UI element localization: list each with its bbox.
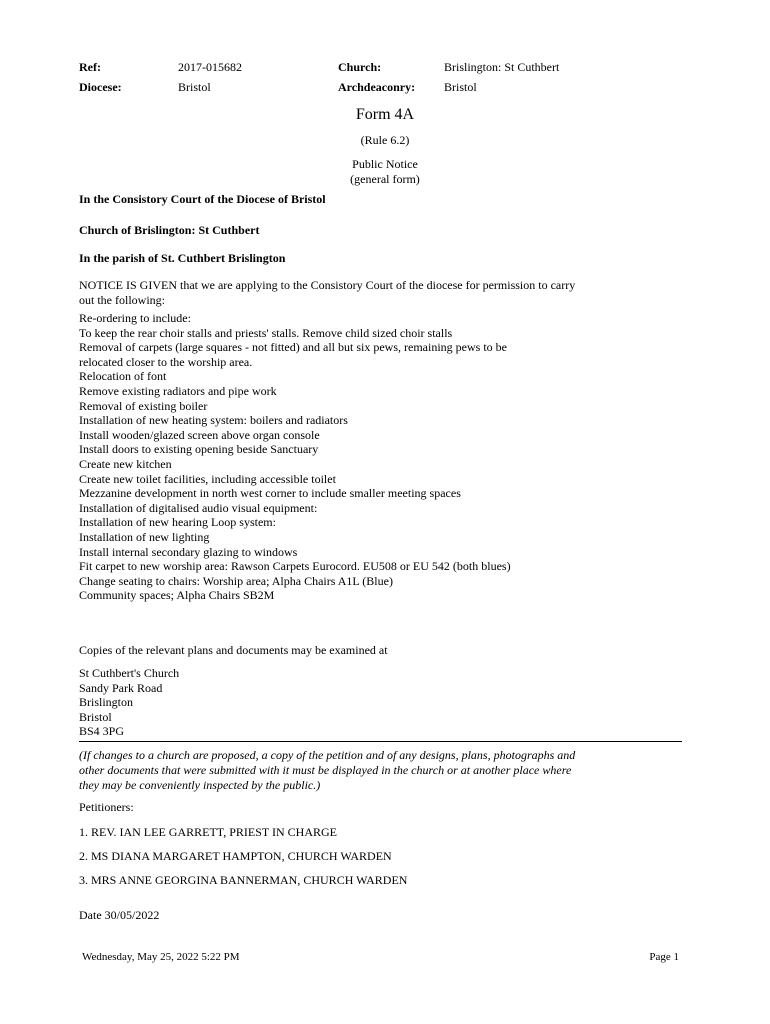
works-item: Re-ordering to include: xyxy=(79,311,191,325)
address-line: St Cuthbert's Church xyxy=(79,666,180,680)
address-line: Sandy Park Road xyxy=(79,680,163,695)
date-text: Date 30/05/2022 xyxy=(79,908,160,922)
works-item: Install internal secondary glazing to windows xyxy=(79,544,298,559)
display-note-line: they may be conveniently inspected by the public.) xyxy=(79,778,321,792)
works-item: Installation of new heating system: boilers and radiators xyxy=(79,413,348,428)
works-item: Install wooden/glazed screen above organ console xyxy=(79,427,320,442)
church-value: Brislington: St Cuthbert xyxy=(444,60,560,74)
ref-value: 2017-015682 xyxy=(178,60,242,74)
diocese-value: Bristol xyxy=(178,80,211,94)
works-item: Fit carpet to new worship area: Rawson Carpets Eurocord. EU508 or EU 542 (both blues) xyxy=(79,559,511,574)
display-note-line: (If changes to a church are proposed, a copy of the petition and of any designs, plans, photographs and xyxy=(79,748,576,762)
works-item: Removal of existing boiler xyxy=(79,398,208,413)
diocese-label: Diocese: xyxy=(79,80,122,94)
works-item: relocated closer to the worship area. xyxy=(79,354,253,369)
divider-line xyxy=(79,741,682,742)
address-line: BS4 3PG xyxy=(79,724,125,739)
address-block xyxy=(79,666,179,739)
display-note-line: other documents that were submitted with it must be displayed in the church or at another place where xyxy=(79,763,572,777)
works-item: Remove existing radiators and pipe work xyxy=(79,383,277,398)
copies-text: Copies of the relevant plans and documents may be examined at xyxy=(79,643,388,657)
petitioner-3: 3. MRS ANNE GEORGINA BANNERMAN, CHURCH WARDEN xyxy=(79,873,408,887)
works-list xyxy=(79,311,699,603)
works-item: Create new kitchen xyxy=(79,456,172,471)
works-item: Relocation of font xyxy=(79,369,167,384)
works-item: Community spaces; Alpha Chairs SB2M xyxy=(79,588,275,603)
archdeaconry-label: Archdeaconry: xyxy=(338,80,416,94)
works-item: Mezzanine development in north west corner to include smaller meeting spaces xyxy=(79,486,461,501)
notice-type-line2: (general form) xyxy=(350,172,420,186)
church-heading: Church of Brislington: St Cuthbert xyxy=(79,223,260,237)
parish-heading: In the parish of St. Cuthbert Brislington xyxy=(79,251,286,265)
footer-timestamp: Wednesday, May 25, 2022 5:22 PM xyxy=(82,951,240,963)
footer-page-number: Page 1 xyxy=(649,951,679,963)
court-heading: In the Consistory Court of the Diocese of Bristol xyxy=(79,192,326,206)
petitioner-1: 1. REV. IAN LEE GARRETT, PRIEST IN CHARGE xyxy=(79,825,337,839)
petitioners-label: Petitioners: xyxy=(79,800,134,814)
notice-line-2: out the following: xyxy=(79,293,165,307)
ref-label: Ref: xyxy=(79,60,101,74)
notice-line-1: NOTICE IS GIVEN that we are applying to the Consistory Court of the diocese for permission to carry xyxy=(79,278,576,292)
works-item: Change seating to chairs: Worship area; Alpha Chairs A1L (Blue) xyxy=(79,573,393,588)
form-title: Form 4A xyxy=(355,106,415,123)
works-item: Removal of carpets (large squares - not fitted) and all but six pews, remaining pews to be xyxy=(79,340,507,355)
petitioner-2: 2. MS DIANA MARGARET HAMPTON, CHURCH WARDEN xyxy=(79,849,392,863)
works-item: Install doors to existing opening beside Sanctuary xyxy=(79,442,319,457)
works-item: Create new toilet facilities, including accessible toilet xyxy=(79,471,336,486)
form-rule: (Rule 6.2) xyxy=(360,133,410,147)
address-line: Bristol xyxy=(79,709,112,724)
works-item: To keep the rear choir stalls and priests' stalls. Remove child sized choir stalls xyxy=(79,325,453,340)
archdeaconry-value: Bristol xyxy=(444,80,477,94)
church-label: Church: xyxy=(338,60,382,74)
works-item: Installation of digitalised audio visual equipment: xyxy=(79,500,318,515)
works-item: Installation of new hearing Loop system: xyxy=(79,515,276,530)
address-line: Brislington xyxy=(79,695,134,710)
works-item: Installation of new lighting xyxy=(79,529,210,544)
notice-type-line1: Public Notice xyxy=(352,157,418,171)
display-note xyxy=(79,748,689,793)
